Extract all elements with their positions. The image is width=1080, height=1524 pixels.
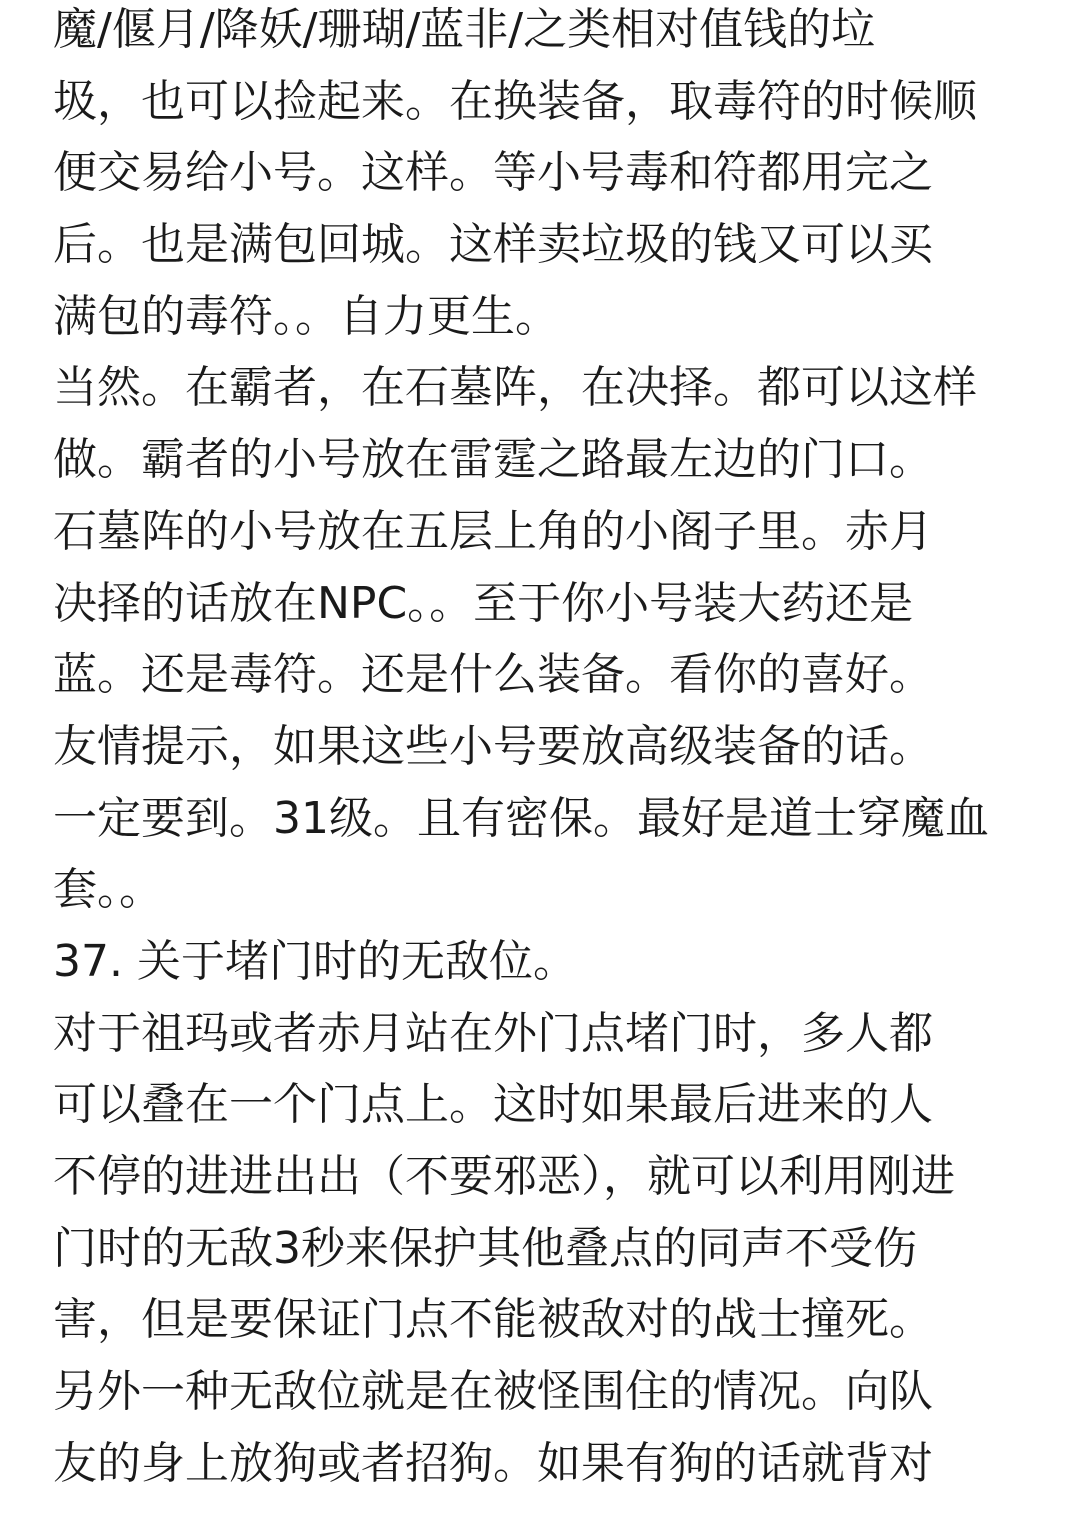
text-line: 不停的进进出出（不要邪恶），就可以利用刚进: [53, 1151, 955, 1202]
text-line: 做。霸者的小号放在雷霆之路最左边的门口。: [53, 434, 933, 486]
section-heading: 37. 关于堵门时的无敌位。: [53, 935, 577, 987]
text-line: 门时的无敌3秒来保护其他叠点的同声不受伤: [53, 1222, 917, 1274]
text-line: 当然。在霸者，在石墓阵，在决择。都可以这样: [53, 362, 977, 414]
text-line: 石墓阵的小号放在五层上角的小阁子里。赤月: [53, 505, 933, 557]
text-line: 便交易给小号。这样。等小号毒和符都用完之: [53, 147, 933, 199]
text-line: 满包的毒符。。自力更生。: [53, 290, 559, 342]
text-line: 套。。: [53, 864, 163, 916]
text-line: 后。也是满包回城。这样卖垃圾的钱又可以买: [53, 219, 933, 271]
text-line: 圾，也可以捡起来。在换装备，取毒符的时候顺: [53, 75, 977, 127]
text-line: 魔/偃月/降妖/珊瑚/蓝非/之类相对值钱的垃: [53, 4, 876, 55]
text-line: 友的身上放狗或者招狗。如果有狗的话就背对: [53, 1437, 933, 1489]
text-line: 友情提示，如果这些小号要放高级装备的话。: [53, 720, 933, 772]
text-line: 可以叠在一个门点上。这时如果最后进来的人: [53, 1079, 933, 1131]
text-line: 对于祖玛或者赤月站在外门点堵门时，多人都: [53, 1007, 933, 1059]
article-body: [53, 0, 1043, 1499]
text-line: 决择的话放在NPC。。至于你小号装大药还是: [53, 577, 914, 629]
text-line: 害，但是要保证门点不能被敌对的战士撞死。: [53, 1294, 933, 1346]
text-line: 另外一种无敌位就是在被怪围住的情况。向队: [53, 1366, 933, 1418]
text-line: 一定要到。31级。且有密保。最好是道士穿魔血: [53, 792, 989, 844]
text-line: 蓝。还是毒符。还是什么装备。看你的喜好。: [53, 649, 933, 701]
